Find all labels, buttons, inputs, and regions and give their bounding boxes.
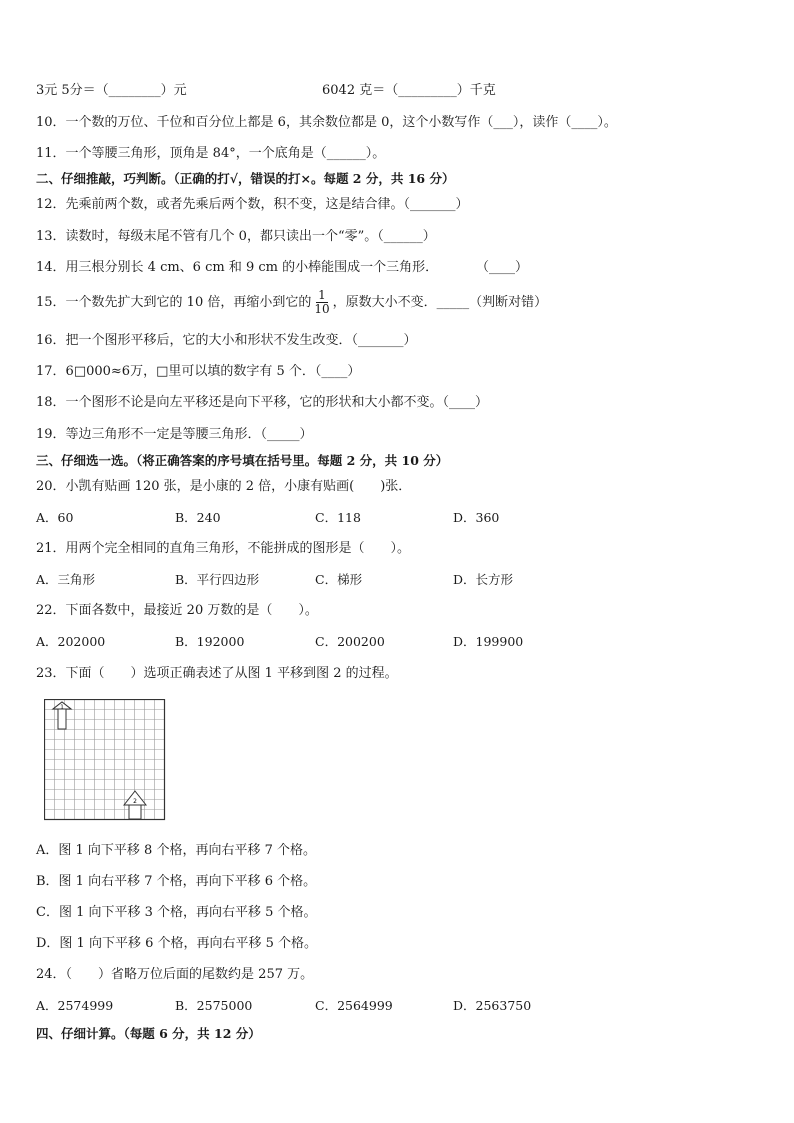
q14-text: 14．用三根分别长 4 cm、6 cm 和 9 cm 的小棒能围成一个三角形． xyxy=(36,260,439,275)
q20-text: 20．小凯有贴画 120 张，是小康的 2 倍，小康有贴画( )张． xyxy=(36,479,412,494)
figure-2-label: 2 xyxy=(133,798,137,805)
q22-option-d: D．199900 xyxy=(453,634,524,649)
q15-fraction-numerator: 1 xyxy=(318,288,326,302)
q15-prefix: 15．一个数先扩大到它的 10 倍，再缩小到它的 xyxy=(36,295,312,310)
q23-option-a: A．图 1 向下平移 8 个格，再向右平移 7 个格。 xyxy=(36,843,316,858)
q18-text: 18．一个图形不论是向左平移还是向下平移，它的形状和大小都不变。（____） xyxy=(36,395,489,410)
section-3-heading: 三、仔细选一选。（将正确答案的序号填在括号里。每题 2 分，共 10 分） xyxy=(36,453,449,468)
q15-suffix: ，原数大小不变．_____（判断对错） xyxy=(332,295,548,310)
q24-option-c: C．2564999 xyxy=(315,998,393,1013)
q15-fraction xyxy=(312,289,331,316)
q21-text: 21．用两个完全相同的直角三角形，不能拼成的图形是（ ）。 xyxy=(36,541,411,556)
q21-option-a: A．三角形 xyxy=(36,572,96,587)
q14-blank: （____） xyxy=(476,260,529,275)
q16-text: 16．把一个图形平移后，它的大小和形状不发生改变．（_______） xyxy=(36,333,417,348)
q20-option-b: B．240 xyxy=(175,510,221,525)
q20-option-c: C．118 xyxy=(315,510,361,525)
q23-grid-figure xyxy=(44,699,168,823)
q10-text: 10．一个数的万位、千位和百分位上都是 6，其余数位都是 0，这个小数写作（___），读作（____）。 xyxy=(36,115,617,130)
q22-option-c: C．200200 xyxy=(315,634,385,649)
q12-text: 12．先乘前两个数，或者先乘后两个数，积不变，这是结合律。（_______） xyxy=(36,197,469,212)
q21-option-d: D．长方形 xyxy=(453,572,514,587)
figure-2-house-icon xyxy=(124,791,146,819)
q20-option-d: D．360 xyxy=(453,510,500,525)
q24-option-a: A．2574999 xyxy=(36,998,114,1013)
section-4-heading: 四、仔细计算。（每题 6 分，共 12 分） xyxy=(36,1026,261,1041)
q13-text: 13．读数时，每级末尾不管有几个 0，都只读出一个“零”。（______） xyxy=(36,229,436,244)
q23-option-d: D．图 1 向下平移 6 个格，再向右平移 5 个格。 xyxy=(36,936,318,951)
q15-text xyxy=(36,288,547,318)
figure-1-label: 1 xyxy=(60,704,64,711)
q22-option-a: A．202000 xyxy=(36,634,106,649)
q20-option-a: A．60 xyxy=(36,510,74,525)
q22-text: 22．下面各数中，最接近 20 万数的是（ ）。 xyxy=(36,603,318,618)
q9b-text: 6042 克＝（_________）千克 xyxy=(322,83,496,98)
q21-option-c: C．梯形 xyxy=(315,572,363,587)
q24-option-b: B．2575000 xyxy=(175,998,253,1013)
q15-fraction-denominator: 10 xyxy=(314,302,330,316)
q23-option-c: C．图 1 向下平移 3 个格，再向右平移 5 个格。 xyxy=(36,905,317,920)
q9a-text: 3元 5分＝（________）元 xyxy=(36,83,187,98)
q11-text: 11．一个等腰三角形，顶角是 84°，一个底角是（______）。 xyxy=(36,146,386,161)
q17-text: 17．6□000≈6万，□里可以填的数字有 5 个．（____） xyxy=(36,364,361,379)
section-2-heading: 二、仔细推敲，巧判断。（正确的打√，错误的打×。每题 2 分，共 16 分） xyxy=(36,171,455,186)
figure-1-house-icon xyxy=(53,702,71,729)
q24-option-d: D．2563750 xyxy=(453,998,532,1013)
q22-option-b: B．192000 xyxy=(175,634,245,649)
q24-text: 24．（ ）省略万位后面的尾数约是 257 万。 xyxy=(36,967,314,982)
q21-option-b: B．平行四边形 xyxy=(175,572,260,587)
q23-text: 23．下面（ ）选项正确表述了从图 1 平移到图 2 的过程。 xyxy=(36,666,398,681)
q23-option-b: B．图 1 向右平移 7 个格，再向下平移 6 个格。 xyxy=(36,874,317,889)
q19-text: 19．等边三角形不一定是等腰三角形．（_____） xyxy=(36,427,313,442)
